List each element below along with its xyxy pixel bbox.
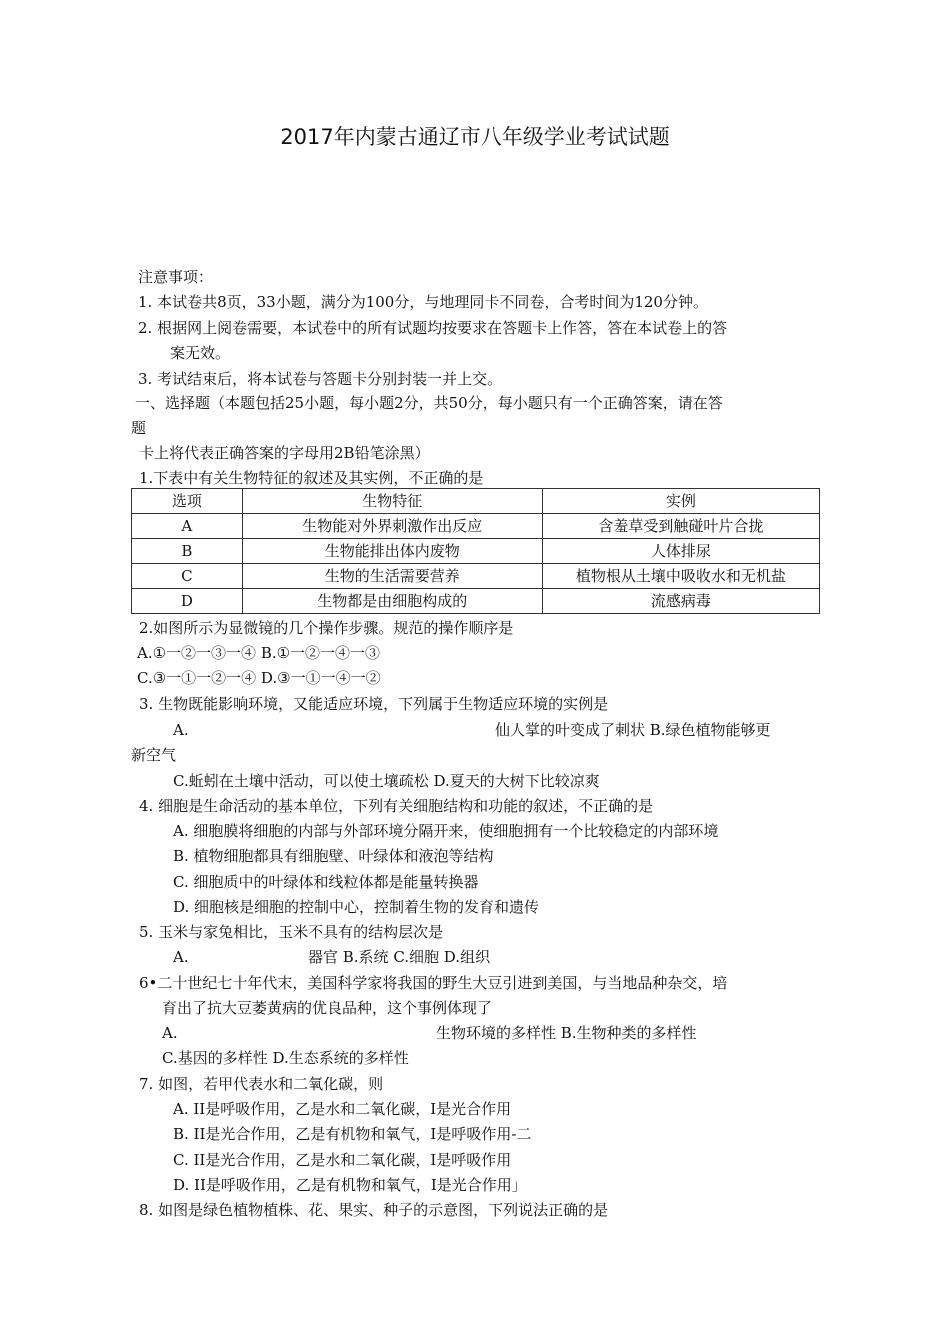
option-label: A. (162, 1024, 178, 1042)
table-cell: C (132, 564, 243, 589)
page-title: 2017年内蒙古通辽市八年级学业考试试题 (280, 125, 670, 149)
table-cell: 流感病毒 (542, 589, 819, 614)
table-row (132, 564, 820, 589)
q4-option: D. 细胞核是细胞的控制中心，控制着生物的发育和遗传 (173, 898, 540, 916)
table-header: 选项 (132, 489, 243, 514)
table-cell: 植物根从土壤中吸收水和无机盐 (542, 564, 819, 589)
table-cell: B (132, 539, 243, 564)
table-row (132, 539, 820, 564)
note-item: 3. 考试结束后，将本试卷与答题卡分别封装一并上交。 (138, 370, 503, 388)
option-label: A. (173, 721, 189, 739)
q2-stem: 2.如图所示为显微镜的几个操作步骤。规范的操作顺序是 (139, 619, 514, 637)
q7-option: D. II是呼吸作用，乙是有机物和氧气，I是光合作用」 (173, 1176, 527, 1194)
table-cell: 生物都是由细胞构成的 (242, 589, 542, 614)
q2-options: C.③一①一②一④ D.③一①一④一② (137, 669, 381, 687)
q7-stem: 7. 如图，若甲代表水和二氧化碳，则 (139, 1075, 384, 1093)
table-cell: D (132, 589, 243, 614)
table-cell: A (132, 514, 243, 539)
note-item: 2. 根据网上阅卷需要，本试卷中的所有试题均按要求在答题卡上作答，答在本试卷上的答 (138, 319, 728, 337)
section-instruction: 卡上将代表正确答案的字母用2B铅笔涂黑） (139, 444, 430, 462)
q6-stem-cont: 育出了抗大豆萎黄病的优良品种，这个事例体现了 (162, 999, 493, 1017)
q3-options: 仙人掌的叶变成了刺状 B.绿色植物能够更 (495, 721, 771, 739)
q3-stem: 3. 生物既能影响环境，又能适应环境，下列属于生物适应环境的实例是 (139, 695, 609, 713)
table-cell: 生物能排出体内废物 (242, 539, 542, 564)
section-heading: 一、选择题（本题包括25小题，每小题2分，共50分，每小题只有一个正确答案，请在答 (135, 394, 723, 412)
table-row (132, 514, 820, 539)
table-header-row (132, 489, 820, 514)
q4-option: B. 植物细胞都具有细胞壁、叶绿体和液泡等结构 (173, 847, 494, 865)
q8-stem: 8. 如图是绿色植物植株、花、果实、种子的示意图，下列说法正确的是 (139, 1201, 609, 1219)
q6-stem: 6•二十世纪七十年代末，美国科学家将我国的野生大豆引进到美国，与当地品种杂交，培 (139, 974, 728, 992)
table-cell: 生物能对外界刺激作出反应 (242, 514, 542, 539)
option-label: A. (173, 948, 189, 966)
q7-option: C. II是光合作用，乙是水和二氧化碳，I是呼吸作用 (173, 1151, 512, 1169)
q7-option: A. II是呼吸作用，乙是水和二氧化碳，I是光合作用 (173, 1100, 512, 1118)
q5-options: 器官 B.系统 C.细胞 D.组织 (308, 948, 491, 966)
table-cell: 人体排尿 (542, 539, 819, 564)
note-item: 案无效。 (170, 344, 231, 362)
q7-option: B. II是光合作用，乙是有机物和氧气，I是呼吸作用-二 (173, 1125, 532, 1143)
q1-stem: 1.下表中有关生物特征的叙述及其实例，不正确的是 (139, 469, 484, 487)
q6-options: C.基因的多样性 D.生态系统的多样性 (162, 1049, 409, 1067)
q4-option: A. 细胞膜将细胞的内部与外部环境分隔开来，使细胞拥有一个比较稳定的内部环境 (173, 822, 719, 840)
notes-heading: 注意事项： (138, 268, 214, 286)
table-cell: 含羞草受到触碰叶片合拢 (542, 514, 819, 539)
q2-options: A.①一②一③一④ B.①一②一④一③ (137, 644, 381, 662)
q3-options: C.蚯蚓在土壤中活动，可以使土壤疏松 D.夏天的大树下比较凉爽 (173, 772, 600, 790)
q6-options: 生物环境的多样性 B.生物种类的多样性 (436, 1024, 697, 1042)
table-header: 实例 (542, 489, 819, 514)
q4-option: C. 细胞质中的叶绿体和线粒体都是能量转换器 (173, 873, 479, 891)
section-heading-cont: 题 (131, 419, 147, 437)
q4-stem: 4. 细胞是生命活动的基本单位，下列有关细胞结构和功能的叙述，不正确的是 (139, 797, 654, 815)
q3-options-cont: 新空气 (131, 746, 177, 764)
q5-stem: 5. 玉米与家兔相比，玉米不具有的结构层次是 (139, 923, 444, 941)
table-cell: 生物的生活需要营养 (242, 564, 542, 589)
table-header: 生物特征 (242, 489, 542, 514)
table-row (132, 589, 820, 614)
note-item: 1. 本试卷共8页，33小题，满分为100分，与地理同卡不同卷，合考时间为120分钟。 (138, 293, 708, 311)
q1-table (131, 488, 820, 614)
